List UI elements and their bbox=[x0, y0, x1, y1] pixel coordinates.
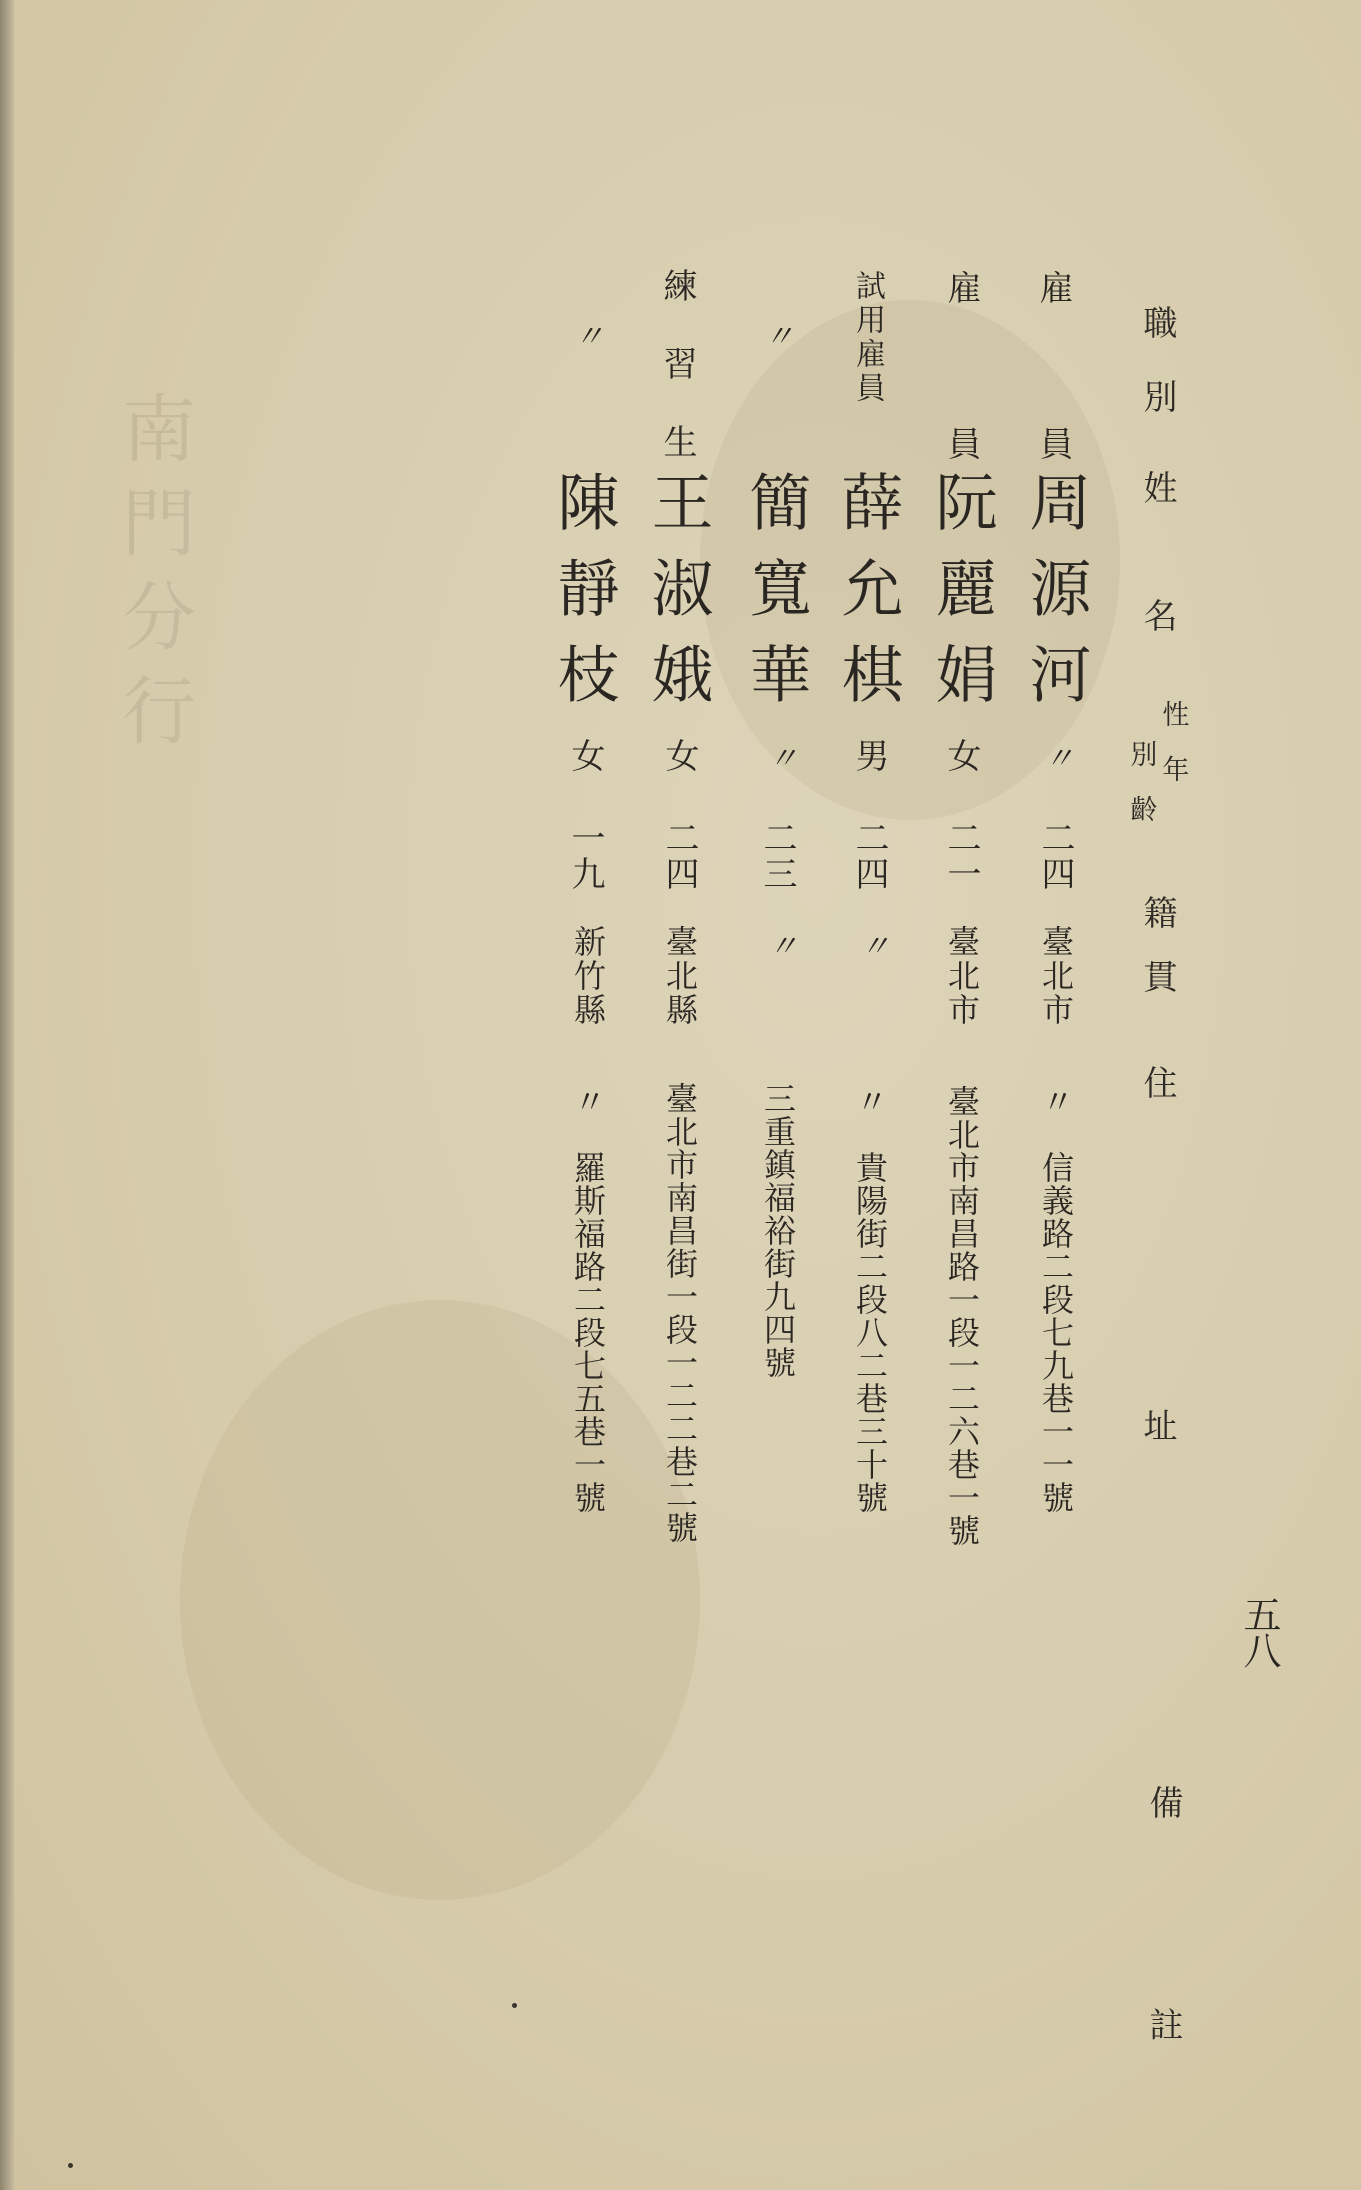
row-sex: 女 bbox=[659, 738, 699, 772]
row-name: 簡寬華 bbox=[739, 470, 812, 728]
header-sex-age-top: 性年 bbox=[1157, 700, 1189, 810]
row-age: 二四 bbox=[1035, 820, 1075, 892]
page-number: 五八 bbox=[1237, 1595, 1281, 1667]
header-native: 籍貫 bbox=[1137, 895, 1177, 1023]
row-native: 新竹縣 bbox=[569, 925, 607, 1027]
row-address: 〃 貴陽街二段八二巷三十號 bbox=[851, 1085, 889, 1514]
row-age: 二一 bbox=[941, 820, 981, 892]
header-title: 職別 bbox=[1137, 305, 1177, 453]
row-title: 試用雇員 bbox=[850, 270, 885, 406]
row-native: 臺北市 bbox=[943, 925, 981, 1027]
row-title: 雇 員 bbox=[1033, 270, 1073, 504]
row-address: 臺北市南昌街一段一二二巷二號 bbox=[661, 1082, 699, 1544]
row-sex: 女 bbox=[941, 738, 981, 772]
row-sex: 女 bbox=[565, 738, 605, 772]
row-title: 〃 bbox=[758, 320, 793, 394]
row-native: 〃 bbox=[854, 930, 889, 962]
row-native: 臺北市 bbox=[1037, 925, 1075, 1027]
row-age: 二四 bbox=[849, 820, 889, 892]
row-title: 練習生 bbox=[657, 268, 697, 502]
row-native: 臺北縣 bbox=[661, 925, 699, 1027]
row-name: 薛允棋 bbox=[831, 470, 904, 728]
bleed-through-text: 南門分行 bbox=[110, 390, 196, 766]
paper-stain bbox=[180, 1300, 700, 1900]
row-name: 周源河 bbox=[1019, 470, 1092, 728]
row-age: 二三 bbox=[757, 820, 797, 892]
row-age: 一九 bbox=[565, 820, 605, 892]
row-title: 〃 bbox=[568, 320, 603, 394]
row-title: 雇 員 bbox=[941, 270, 981, 504]
row-address: 臺北市南昌路一段一二六巷一號 bbox=[943, 1085, 981, 1547]
header-name: 姓 名 bbox=[1137, 470, 1177, 662]
row-age: 二四 bbox=[659, 820, 699, 892]
header-sex-age-bottom: 別齡 bbox=[1125, 740, 1157, 850]
header-address: 住 址 bbox=[1137, 1065, 1177, 1457]
binding-edge bbox=[0, 0, 14, 2190]
row-name: 王淑娥 bbox=[641, 470, 714, 728]
row-native: 〃 bbox=[762, 930, 797, 962]
row-sex: 男 bbox=[849, 738, 889, 772]
header-remark: 備 註 bbox=[1143, 1785, 1183, 2081]
row-address: 三重鎮福裕街九四號 bbox=[759, 1082, 797, 1379]
row-address: 〃 羅斯福路二段七五巷一號 bbox=[569, 1085, 607, 1514]
row-name: 阮麗娟 bbox=[925, 470, 998, 728]
row-sex: 〃 bbox=[762, 742, 797, 772]
row-sex: 〃 bbox=[1038, 742, 1073, 772]
ink-speck bbox=[512, 2003, 517, 2008]
row-name: 陳靜枝 bbox=[547, 470, 620, 728]
row-address: 〃 信義路二段七九巷一一號 bbox=[1037, 1085, 1075, 1514]
ink-speck bbox=[68, 2163, 73, 2168]
